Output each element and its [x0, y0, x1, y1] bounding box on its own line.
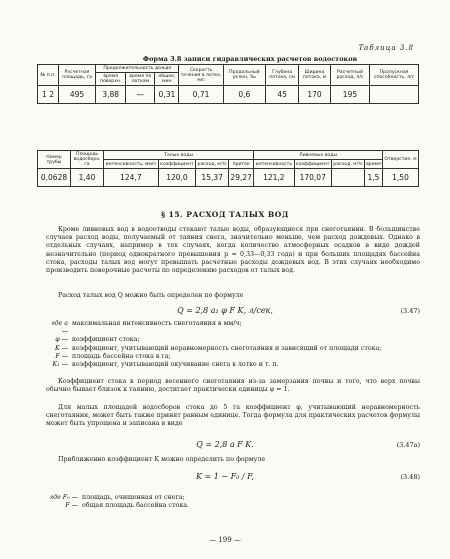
- table-header-cell: время поверхн.: [96, 73, 126, 86]
- table-header-cell: Ширина потока, м: [299, 65, 331, 86]
- table-2-header-row-1: [38, 151, 419, 160]
- table-header-cell: Скорость течения в лотке, м/с: [179, 65, 223, 86]
- table-cell: 170: [299, 86, 331, 104]
- page-number: — 199 —: [209, 536, 241, 544]
- table-cell: 0,71: [179, 86, 223, 104]
- table-row: [38, 169, 419, 187]
- table-header-cell: Продольный уклон, ‰: [223, 65, 265, 86]
- table-header-cell: коэффициент: [160, 161, 194, 167]
- table-cell: 1,5: [364, 169, 382, 187]
- table-label: Таблица 3.8: [358, 44, 414, 52]
- table-header-cell: Ливневые воды: [254, 151, 383, 160]
- table-cell: 495: [59, 86, 96, 104]
- table-cell: 1 2: [38, 86, 59, 104]
- table-cell: 120,0: [158, 169, 195, 187]
- table-cell: 170,07: [294, 169, 331, 187]
- table-cell: 1,40: [71, 169, 104, 187]
- paragraph: Кроме ливневых вод в водоотводы стекают талые воды, образующиеся при снеготаянии. В большинстве случаев расход воды, получаемый от таяния снега, значительно меньше, чем расход дождевых. Однако в отдельных случаях, например в тех случаях, когда количество атмосферных осадков в виде дождей незначительно (период однократного превышения p = 0,33—0,33 года) и при больших площадях бассейна стока, расходы талых вод могут превышать расчетные расходы дождевых вод. В этих случаях необходимо производить поверочные расчеты по определению расходов от талых вод.: [46, 226, 420, 275]
- table-header-cell: Отверстие, м: [382, 151, 418, 169]
- table-header-cell: Талые воды: [104, 151, 254, 160]
- table-header-cell: Продолжительность дождя: [96, 65, 179, 73]
- table-caption: Форма 3.8 записи гидравлических расчетов водостоков: [142, 55, 358, 63]
- table-1-header-row-1: [38, 65, 419, 73]
- legend-item: где F₀ — площадь, очищенная от снега;: [49, 494, 185, 501]
- table-header-cell: интенсивность: [255, 161, 293, 167]
- legend-item: F — общая площадь бассейна стока.: [65, 502, 190, 510]
- formula: Q = 2,8 a₁ φ F K, л/сек,: [177, 306, 273, 315]
- legend-item: F — площадь бассейна стока в га;: [55, 352, 171, 360]
- table-cell: 29,27: [229, 169, 254, 187]
- table-header-cell: приток: [229, 160, 254, 169]
- table-cell: 1,50: [382, 169, 418, 187]
- table-cell: 124,7: [104, 169, 159, 187]
- formula: K = 1 − F₀ / F,: [195, 472, 255, 481]
- legend-item: K₁ — коэффициент, учитывающий окучивание снега в лотке и т. п.: [52, 361, 279, 369]
- table-2: [37, 150, 419, 187]
- equation-number: (3.47): [400, 307, 420, 315]
- table-header-cell: коэффициент: [295, 161, 330, 167]
- legend-item: K — коэффициент, учитывающий неравномерность снеготаяния и зависящий от площади стока;: [54, 344, 382, 352]
- table-header-cell: Площадь водосбора, га: [71, 151, 104, 169]
- section-title: § 15. РАСХОД ТАЛЫХ ВОД: [161, 210, 289, 219]
- table-header-cell: Расчетная площадь, га: [59, 65, 96, 86]
- table-header-cell: расход, м³/с: [197, 161, 227, 167]
- formula: Q = 2,8 a F K.: [196, 440, 254, 449]
- table-cell: 121,2: [254, 169, 294, 187]
- table-cell: —: [126, 86, 155, 104]
- symbol-legend: [46, 320, 420, 369]
- paragraph: Расход талых вод Q можно быть определен по формуле: [58, 292, 244, 299]
- table-header-cell: Пропускная способность, л/с: [370, 65, 419, 86]
- table-cell: 0,31: [155, 86, 179, 104]
- table-header-cell: расход, м³/с: [333, 161, 363, 167]
- table-cell: 15,37: [196, 169, 229, 187]
- table-cell: 0,6: [223, 86, 265, 104]
- table-1: [37, 64, 419, 104]
- table-header-cell: время по лоткам: [126, 73, 155, 86]
- table-header-cell: Расчетный расход, л/с: [330, 65, 369, 86]
- table-header-cell: время: [366, 161, 381, 167]
- table-row: [38, 86, 419, 104]
- table-cell: 45: [266, 86, 299, 104]
- paragraph: Приближенно коэффициент K можно определить по формуле: [58, 456, 266, 463]
- table-cell: [370, 86, 419, 104]
- symbol-legend: [46, 494, 420, 510]
- table-cell: 0,0628: [38, 169, 71, 187]
- table-header-cell: № п.п.: [38, 65, 59, 86]
- legend-item: φ — коэффициент стока;: [55, 336, 140, 344]
- paragraph: Коэффициент стока в период весеннего снеготаяния из-за замерзания почвы и того, что верх почвы обычно бывает близок к таянию, достигает практически единицы φ = 1.: [46, 378, 420, 394]
- equation-number: (3.48): [400, 473, 420, 481]
- table-header-cell: интенсивность, мм/ч: [104, 160, 159, 169]
- table-header-cell: Глубина потока, см: [266, 65, 299, 86]
- table-cell: 195: [330, 86, 369, 104]
- table-cell: 3,88: [96, 86, 126, 104]
- table-header-cell: Номер трубы: [38, 151, 71, 169]
- table-cell: [331, 169, 364, 187]
- legend-item: где a — максимальная интенсивность снеготаяния в мм/ч;: [51, 320, 242, 336]
- paragraph: Для малых площадей водосборов стока до 5 га коэффициент φ, учитывающий неравномерность снеготаяния, может быть также принят равным единице. Тогда формула для практических расчетов формулы может быть упрощена и записана в виде: [46, 404, 420, 428]
- table-header-cell: общее, мин: [155, 73, 179, 86]
- equation-number: (3.47а): [396, 441, 420, 449]
